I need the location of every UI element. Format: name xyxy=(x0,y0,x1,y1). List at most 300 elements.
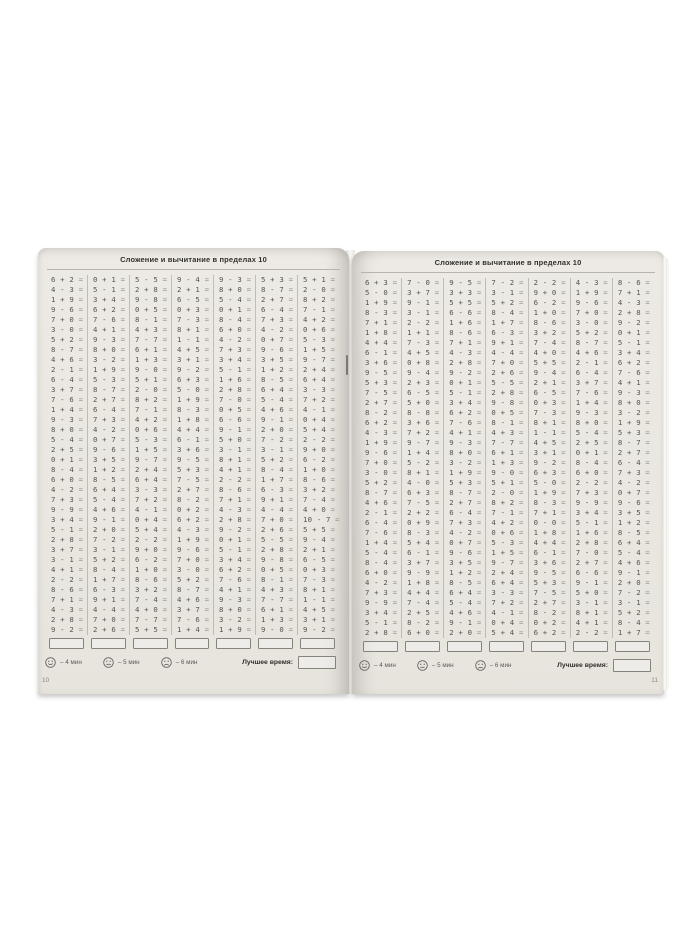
problem-cell: 8 - 2 = xyxy=(407,618,440,627)
problem-cell: 5 - 0 = xyxy=(533,478,566,487)
problem-cell: 6 - 6 = xyxy=(575,568,608,577)
problem-cell: 6 - 3 = xyxy=(491,328,524,337)
problem-cell: 4 + 0 = xyxy=(135,605,168,614)
problem-cell: 4 - 3 = xyxy=(177,525,210,534)
problem-cell: 5 - 4 = xyxy=(365,548,398,557)
problem-cell: 4 + 2 = xyxy=(303,315,336,324)
problem-cell: 2 + 1 = xyxy=(533,378,566,387)
problem-cell: 9 - 5 = xyxy=(177,455,210,464)
problem-cell: 1 + 9 = xyxy=(177,535,210,544)
problem-cell: 9 - 9 = xyxy=(407,568,440,577)
problem-cell: 4 - 3 = xyxy=(617,298,650,307)
problem-cell: 2 + 7 = xyxy=(449,498,482,507)
problem-cell: 3 + 7 = xyxy=(51,545,84,554)
problem-cell: 9 - 2 = xyxy=(177,365,210,374)
problem-cell: 7 - 6 = xyxy=(449,418,482,427)
problem-cell: 6 + 3 = xyxy=(177,375,210,384)
problem-cell: 9 - 3 = xyxy=(449,438,482,447)
problem-cell: 0 + 7 = xyxy=(261,335,294,344)
problem-cell: 8 - 6 = xyxy=(219,485,252,494)
problem-cell: 1 + 4 = xyxy=(575,398,608,407)
problem-cell: 6 + 2 = xyxy=(533,628,566,637)
problem-cell: 7 - 5 = xyxy=(177,475,210,484)
problem-cell: 1 - 1 = xyxy=(177,335,210,344)
problem-cell: 3 + 4 = xyxy=(219,355,252,364)
problem-cell: 2 + 4 = xyxy=(135,465,168,474)
problem-cell: 8 - 2 = xyxy=(533,608,566,617)
problem-cell: 0 + 1 = xyxy=(219,535,252,544)
answer-box xyxy=(300,638,335,649)
problem-cell: 6 + 3 = xyxy=(365,278,398,287)
happy-face-icon xyxy=(45,657,56,668)
problem-cell: 1 + 6 = xyxy=(219,375,252,384)
problem-cell: 6 - 5 = xyxy=(533,388,566,397)
problem-cell: 7 + 3 = xyxy=(93,415,126,424)
problems-grid xyxy=(360,278,654,638)
sad-face-icon xyxy=(475,660,486,671)
problem-cell: 9 - 2 = xyxy=(219,525,252,534)
problem-cell: 2 + 8 = xyxy=(491,388,524,397)
problem-cell: 7 + 1 = xyxy=(365,318,398,327)
problem-cell: 6 + 1 = xyxy=(491,448,524,457)
problem-cell: 2 + 5 = xyxy=(51,445,84,454)
problem-cell: 0 + 2 = xyxy=(533,618,566,627)
problem-cell: 6 - 2 = xyxy=(303,455,336,464)
problem-cell: 5 - 5 = xyxy=(135,275,168,284)
problem-cell: 1 + 7 = xyxy=(491,318,524,327)
problem-cell: 9 - 3 = xyxy=(575,408,608,417)
problem-cell: 0 + 1 = xyxy=(449,378,482,387)
problem-cell: 0 + 9 = xyxy=(407,518,440,527)
problem-cell: 9 - 6 = xyxy=(617,498,650,507)
problem-cell: 2 + 5 = xyxy=(407,608,440,617)
problem-cell: 1 + 2 = xyxy=(449,568,482,577)
problem-cell: 7 + 3 = xyxy=(449,518,482,527)
problem-cell: 8 - 1 = xyxy=(491,418,524,427)
problem-cell: 8 - 4 = xyxy=(93,565,126,574)
header-rule xyxy=(47,269,340,270)
problem-cell: 1 + 9 = xyxy=(365,298,398,307)
problem-cell: 5 - 1 = xyxy=(617,338,650,347)
problem-cell: 2 - 2 = xyxy=(303,435,336,444)
best-time-label: Лучшее время: xyxy=(242,658,293,666)
time-label: – 6 мин xyxy=(175,658,198,666)
problem-cell: 9 - 1 = xyxy=(219,425,252,434)
problem-cell: 6 + 0 = xyxy=(51,475,84,484)
problem-cell: 1 + 4 = xyxy=(407,448,440,457)
problem-cell: 6 - 5 = xyxy=(177,295,210,304)
problem-cell: 6 - 1 = xyxy=(407,548,440,557)
problem-cell: 8 - 4 = xyxy=(51,465,84,474)
problem-cell: 2 + 4 = xyxy=(491,568,524,577)
problem-cell: 0 + 4 = xyxy=(303,415,336,424)
problem-cell: 6 + 0 = xyxy=(575,468,608,477)
problem-cell: 3 + 1 = xyxy=(177,355,210,364)
problem-cell: 3 - 1 = xyxy=(51,555,84,564)
problem-cell: 1 + 3 = xyxy=(135,355,168,364)
problem-cell: 3 - 2 = xyxy=(219,615,252,624)
problem-cell: 3 + 2 = xyxy=(303,485,336,494)
problem-cell: 4 + 6 = xyxy=(177,595,210,604)
problem-cell: 3 + 6 = xyxy=(365,358,398,367)
problem-cell: 2 + 7 = xyxy=(365,398,398,407)
problem-cell: 7 - 1 = xyxy=(135,405,168,414)
problem-cell: 6 - 4 = xyxy=(365,518,398,527)
problem-cell: 9 - 8 = xyxy=(135,295,168,304)
problem-cell: 8 - 1 = xyxy=(135,315,168,324)
problem-column xyxy=(570,278,612,638)
problem-cell: 6 - 4 = xyxy=(449,508,482,517)
problem-cell: 2 - 0 = xyxy=(135,385,168,394)
problem-cell: 2 + 8 = xyxy=(449,358,482,367)
problem-cell: 0 + 5 = xyxy=(135,305,168,314)
problem-cell: 9 - 5 = xyxy=(365,368,398,377)
problem-cell: 4 - 2 = xyxy=(51,485,84,494)
time-label: – 6 мин xyxy=(489,661,512,669)
problem-cell: 8 - 4 = xyxy=(575,458,608,467)
problem-cell: 8 - 1 = xyxy=(261,575,294,584)
problem-column xyxy=(255,275,297,635)
time-item-6min xyxy=(161,657,198,668)
problem-cell: 8 + 0 = xyxy=(617,398,650,407)
problem-cell: 6 - 4 = xyxy=(261,305,294,314)
problem-cell: 9 - 6 = xyxy=(93,445,126,454)
problem-cell: 5 + 5 = xyxy=(449,298,482,307)
problem-cell: 9 - 1 = xyxy=(261,415,294,424)
problem-cell: 2 - 1 = xyxy=(365,508,398,517)
problem-cell: 3 + 4 = xyxy=(93,295,126,304)
problem-cell: 5 + 3 = xyxy=(365,378,398,387)
problem-cell: 1 + 0 = xyxy=(303,465,336,474)
problem-cell: 5 + 0 = xyxy=(219,435,252,444)
problem-cell: 6 + 2 = xyxy=(617,358,650,367)
problem-cell: 4 + 1 = xyxy=(219,585,252,594)
problem-cell: 9 - 2 = xyxy=(51,625,84,634)
page-edge-stack xyxy=(663,258,669,690)
problem-cell: 5 + 3 = xyxy=(449,478,482,487)
problems-grid xyxy=(46,275,339,635)
problem-cell: 4 - 0 = xyxy=(407,478,440,487)
problem-column xyxy=(443,278,485,638)
problem-cell: 6 + 3 = xyxy=(407,488,440,497)
problem-cell: 9 - 9 = xyxy=(51,505,84,514)
problem-cell: 6 + 4 = xyxy=(261,385,294,394)
problem-cell: 4 - 2 = xyxy=(261,325,294,334)
problem-cell: 7 + 2 = xyxy=(491,598,524,607)
problem-cell: 4 - 4 = xyxy=(261,505,294,514)
problem-cell: 4 + 1 = xyxy=(219,465,252,474)
problem-cell: 6 - 4 = xyxy=(51,375,84,384)
problem-cell: 9 - 9 = xyxy=(365,598,398,607)
problem-cell: 8 + 1 = xyxy=(219,455,252,464)
problem-cell: 6 - 4 = xyxy=(617,458,650,467)
problem-cell: 7 - 7 = xyxy=(135,335,168,344)
problem-cell: 4 - 1 = xyxy=(303,405,336,414)
problem-cell: 1 + 8 = xyxy=(533,528,566,537)
problem-cell: 9 - 4 = xyxy=(303,535,336,544)
problem-cell: 3 + 4 = xyxy=(219,555,252,564)
problem-cell: 5 + 2 = xyxy=(575,328,608,337)
problem-cell: 5 - 1 = xyxy=(449,388,482,397)
neutral-face-icon xyxy=(103,657,114,668)
problem-cell: 6 - 1 = xyxy=(177,435,210,444)
problem-cell: 7 + 1 = xyxy=(51,595,84,604)
problem-cell: 5 - 4 = xyxy=(93,495,126,504)
problem-cell: 8 - 5 = xyxy=(449,578,482,587)
problem-cell: 3 + 5 = xyxy=(261,355,294,364)
problem-cell: 2 + 6 = xyxy=(491,368,524,377)
problem-cell: 4 + 6 = xyxy=(365,498,398,507)
problem-cell: 4 - 3 = xyxy=(51,605,84,614)
problem-cell: 9 - 6 = xyxy=(575,298,608,307)
problem-cell: 9 - 1 = xyxy=(575,578,608,587)
problem-cell: 2 + 8 = xyxy=(575,538,608,547)
problem-cell: 5 + 4 = xyxy=(491,628,524,637)
problem-cell: 2 - 2 = xyxy=(575,628,608,637)
problem-cell: 5 + 2 = xyxy=(93,555,126,564)
problem-cell: 5 + 1 = xyxy=(303,275,336,284)
problem-cell: 1 + 9 = xyxy=(51,295,84,304)
problem-cell: 8 - 5 = xyxy=(93,475,126,484)
problem-cell: 6 - 6 = xyxy=(449,308,482,317)
problem-cell: 9 - 2 = xyxy=(449,368,482,377)
problem-cell: 3 + 7 = xyxy=(407,558,440,567)
problem-cell: 5 - 0 = xyxy=(365,288,398,297)
problem-cell: 4 - 2 = xyxy=(449,528,482,537)
problem-cell: 8 - 7 = xyxy=(617,438,650,447)
problem-cell: 5 + 2 = xyxy=(261,455,294,464)
problem-cell: 7 + 1 = xyxy=(219,495,252,504)
problem-cell: 4 + 3 = xyxy=(261,585,294,594)
sad-face-icon xyxy=(161,657,172,668)
problem-cell: 2 + 7 = xyxy=(533,598,566,607)
problem-cell: 0 + 3 = xyxy=(177,305,210,314)
problem-cell: 0 + 2 = xyxy=(177,505,210,514)
answer-box xyxy=(405,641,440,652)
problem-cell: 2 + 8 = xyxy=(51,535,84,544)
problem-cell: 2 + 7 = xyxy=(575,558,608,567)
problem-cell: 0 + 7 = xyxy=(93,435,126,444)
problem-cell: 1 + 9 = xyxy=(575,288,608,297)
problem-cell: 3 + 2 = xyxy=(135,585,168,594)
problem-cell: 5 + 1 = xyxy=(135,375,168,384)
problem-cell: 6 + 4 = xyxy=(449,588,482,597)
problem-cell: 5 - 2 = xyxy=(407,458,440,467)
problem-cell: 8 - 5 = xyxy=(617,528,650,537)
problem-cell: 1 + 3 = xyxy=(261,615,294,624)
problem-cell: 6 + 2 = xyxy=(93,305,126,314)
problem-cell: 7 - 1 = xyxy=(303,305,336,314)
problem-cell: 8 - 3 = xyxy=(365,308,398,317)
problem-cell: 7 + 1 = xyxy=(533,508,566,517)
problem-cell: 5 + 3 = xyxy=(261,275,294,284)
problem-cell: 1 + 6 = xyxy=(575,528,608,537)
problem-column xyxy=(46,275,87,635)
problem-cell: 7 - 6 = xyxy=(219,575,252,584)
answer-box xyxy=(531,641,566,652)
problem-cell: 3 - 0 = xyxy=(51,325,84,334)
problem-cell: 9 - 6 = xyxy=(51,305,84,314)
problem-cell: 3 + 7 = xyxy=(177,605,210,614)
problem-cell: 5 + 2 = xyxy=(617,608,650,617)
problem-cell: 7 - 2 = xyxy=(617,588,650,597)
problem-cell: 8 + 2 = xyxy=(303,295,336,304)
answer-box xyxy=(175,638,210,649)
problem-cell: 5 - 4 = xyxy=(219,295,252,304)
problem-cell: 3 + 4 = xyxy=(575,508,608,517)
best-time-group xyxy=(557,659,651,672)
answer-box xyxy=(615,641,650,652)
time-label: – 5 мин xyxy=(431,661,454,669)
problem-cell: 9 - 0 = xyxy=(135,365,168,374)
problem-cell: 1 + 9 = xyxy=(365,438,398,447)
problem-cell: 3 - 1 = xyxy=(93,545,126,554)
problem-cell: 4 + 6 = xyxy=(51,355,84,364)
problem-cell: 1 + 2 = xyxy=(261,365,294,374)
problem-cell: 6 + 0 = xyxy=(365,568,398,577)
answer-box xyxy=(258,638,293,649)
problem-cell: 2 - 2 = xyxy=(407,318,440,327)
problem-cell: 2 + 6 = xyxy=(261,525,294,534)
time-item-5min xyxy=(417,660,454,671)
problem-cell: 4 + 6 = xyxy=(575,348,608,357)
problem-cell: 4 - 3 = xyxy=(449,348,482,357)
problem-cell: 4 + 6 = xyxy=(617,558,650,567)
problem-cell: 9 - 4 = xyxy=(407,368,440,377)
problem-cell: 9 - 3 = xyxy=(219,275,252,284)
problem-cell: 2 + 8 = xyxy=(261,545,294,554)
problem-cell: 2 + 7 = xyxy=(261,295,294,304)
problem-cell: 7 + 3 = xyxy=(261,315,294,324)
problem-cell: 5 - 1 = xyxy=(51,525,84,534)
problem-cell: 5 - 5 = xyxy=(491,378,524,387)
problem-cell: 4 + 6 = xyxy=(261,405,294,414)
problem-cell: 5 - 3 = xyxy=(491,538,524,547)
problem-cell: 5 - 3 = xyxy=(135,435,168,444)
problem-cell: 0 + 4 = xyxy=(135,515,168,524)
problem-cell: 8 + 1 = xyxy=(533,418,566,427)
problem-cell: 7 - 4 = xyxy=(407,598,440,607)
answer-box xyxy=(363,641,398,652)
problem-cell: 8 - 7 = xyxy=(449,488,482,497)
problem-cell: 9 - 7 = xyxy=(135,455,168,464)
best-time-label: Лучшее время: xyxy=(557,661,608,669)
problem-cell: 4 - 4 = xyxy=(93,605,126,614)
problem-cell: 1 + 8 = xyxy=(407,578,440,587)
problem-cell: 4 - 1 = xyxy=(135,505,168,514)
problem-cell: 8 + 2 = xyxy=(491,498,524,507)
problem-cell: 0 + 8 = xyxy=(407,358,440,367)
problem-cell: 3 + 6 = xyxy=(407,418,440,427)
problem-cell: 9 - 2 = xyxy=(617,318,650,327)
problem-column xyxy=(87,275,129,635)
problem-cell: 1 + 4 = xyxy=(365,538,398,547)
problem-cell: 0 + 7 = xyxy=(617,488,650,497)
problem-cell: 8 + 0 = xyxy=(575,418,608,427)
problem-cell: 9 - 8 = xyxy=(261,555,294,564)
problem-cell: 5 + 0 = xyxy=(407,398,440,407)
problem-cell: 9 - 1 = xyxy=(617,568,650,577)
problem-cell: 2 + 8 = xyxy=(135,285,168,294)
problem-cell: 8 - 3 = xyxy=(533,498,566,507)
problem-cell: 8 - 7 = xyxy=(51,345,84,354)
problem-cell: 9 - 4 = xyxy=(533,368,566,377)
problem-cell: 7 - 7 = xyxy=(491,438,524,447)
problem-cell: 4 + 6 = xyxy=(449,608,482,617)
problem-cell: 7 - 3 = xyxy=(177,315,210,324)
problem-cell: 4 + 4 = xyxy=(407,588,440,597)
problem-cell: 8 + 0 = xyxy=(219,285,252,294)
page-title: Сложение и вычитание в пределах 10 xyxy=(434,258,582,267)
problem-cell: 2 + 0 = xyxy=(261,425,294,434)
problem-cell: 4 - 1 = xyxy=(491,608,524,617)
problem-cell: 7 - 0 = xyxy=(219,395,252,404)
problem-cell: 8 - 3 = xyxy=(407,528,440,537)
problem-cell: 1 + 9 = xyxy=(219,625,252,634)
problem-cell: 2 - 2 = xyxy=(135,535,168,544)
problem-cell: 2 - 2 = xyxy=(575,478,608,487)
problem-cell: 8 + 0 = xyxy=(93,345,126,354)
problem-cell: 0 + 4 = xyxy=(491,618,524,627)
problem-cell: 8 - 5 = xyxy=(261,375,294,384)
problem-cell: 2 + 2 = xyxy=(407,508,440,517)
problem-cell: 9 - 7 = xyxy=(407,438,440,447)
problem-cell: 4 + 1 = xyxy=(51,565,84,574)
answer-boxes-row xyxy=(46,638,339,649)
problem-cell: 9 - 6 = xyxy=(449,548,482,557)
problem-cell: 5 + 5 = xyxy=(135,625,168,634)
time-label: – 5 мин xyxy=(117,658,140,666)
problem-cell: 8 - 3 = xyxy=(177,405,210,414)
problem-cell: 7 + 2 = xyxy=(303,395,336,404)
problem-column xyxy=(612,278,654,638)
problem-cell: 5 - 1 = xyxy=(575,518,608,527)
problem-cell: 5 + 2 = xyxy=(491,298,524,307)
problem-cell: 7 - 2 = xyxy=(491,278,524,287)
problem-cell: 7 + 0 = xyxy=(177,555,210,564)
problem-cell: 2 + 6 = xyxy=(93,625,126,634)
problem-cell: 1 + 7 = xyxy=(261,475,294,484)
problem-cell: 2 + 7 = xyxy=(177,485,210,494)
problem-cell: 7 - 7 = xyxy=(261,595,294,604)
answer-box xyxy=(49,638,84,649)
page-number: 10 xyxy=(42,677,50,684)
problem-cell: 7 - 2 = xyxy=(93,535,126,544)
problem-cell: 6 + 1 = xyxy=(135,345,168,354)
problem-cell: 7 + 0 = xyxy=(575,308,608,317)
problem-cell: 9 - 3 = xyxy=(219,595,252,604)
problem-cell: 1 + 4 = xyxy=(51,405,84,414)
problem-cell: 2 - 2 = xyxy=(51,575,84,584)
problem-cell: 8 - 6 = xyxy=(533,318,566,327)
problem-cell: 8 + 0 = xyxy=(51,425,84,434)
problem-cell: 8 - 7 = xyxy=(177,585,210,594)
problem-cell: 3 + 1 = xyxy=(303,615,336,624)
problem-cell: 6 + 4 = xyxy=(491,578,524,587)
page-title: Сложение и вычитание в пределах 10 xyxy=(120,255,267,264)
problem-cell: 1 + 9 = xyxy=(177,395,210,404)
problem-cell: 8 - 7 = xyxy=(93,385,126,394)
problem-cell: 7 - 5 = xyxy=(533,588,566,597)
answer-box xyxy=(489,641,524,652)
problem-cell: 3 - 1 = xyxy=(617,598,650,607)
problem-cell: 6 + 4 = xyxy=(303,375,336,384)
problem-cell: 4 + 5 = xyxy=(177,345,210,354)
problem-cell: 5 + 5 = xyxy=(303,525,336,534)
page-number: 11 xyxy=(651,677,658,684)
problem-cell: 3 - 1 = xyxy=(407,308,440,317)
problem-cell: 5 + 5 = xyxy=(533,358,566,367)
